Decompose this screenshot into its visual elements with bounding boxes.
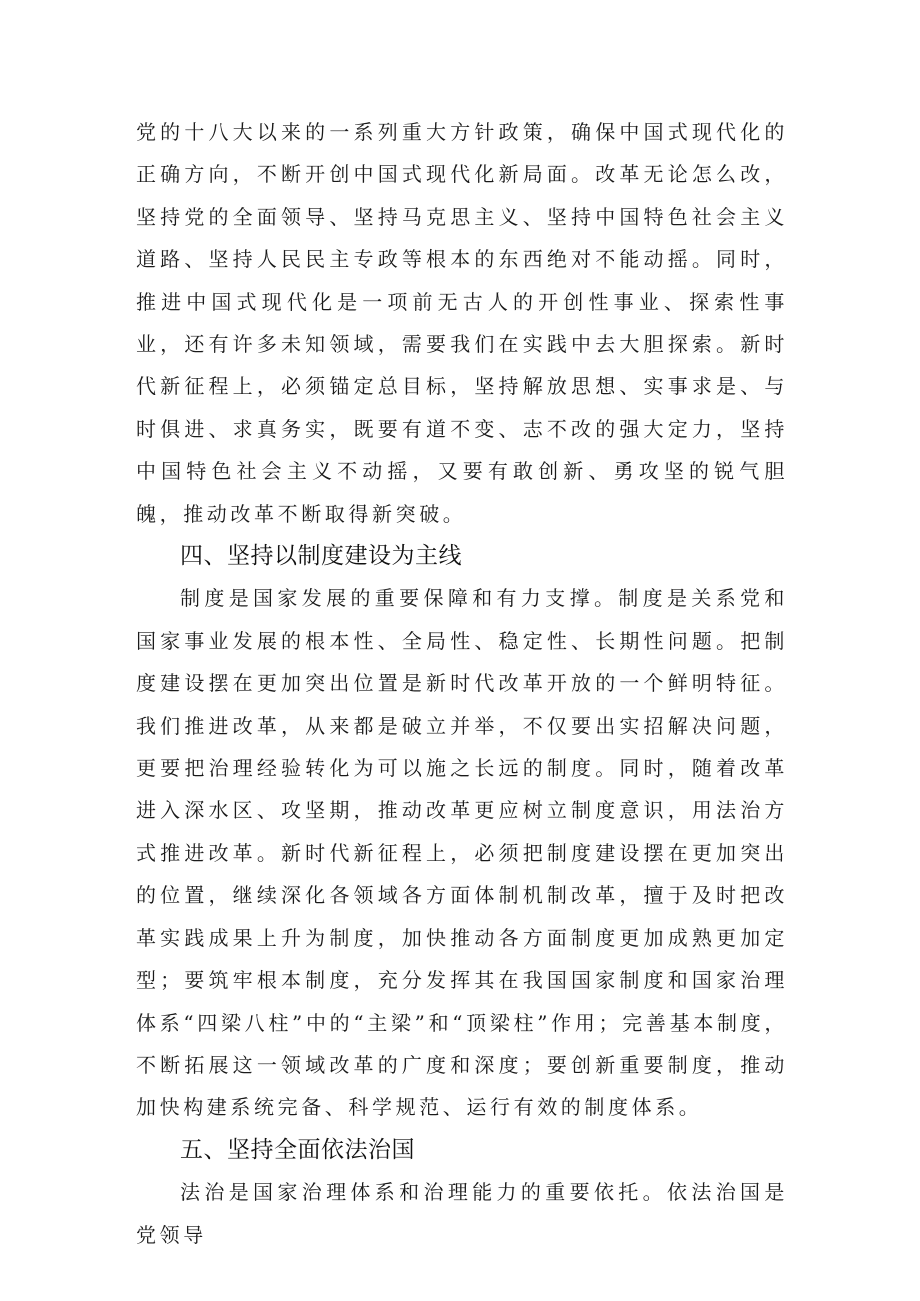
paragraph-rule-of-law: 法治是国家治理体系和治理能力的重要依托。依法治国是党领导 bbox=[136, 1180, 788, 1247]
paragraph-continuation: 党的十八大以来的一系列重大方针政策，确保中国式现代化的正确方向，不断开创中国式现代化新局面。改革无论怎么改，坚持党的全面领导、坚持马克思主义、坚持中国特色社会主义道路、坚持人民民主专政等根本的东西绝对不能动摇。同时，推进中国式现代化是一项前无古人的开创性事业、探索性事业，还有许多未知领域，需要我们在实践中去大胆探索。新时代新征程上，必须锚定总目标，坚持解放思想、实事求是、与时俱进、求真务实，既要有道不变、志不改的强大定力，坚持中国特色社会主义不动摇，又要有敢创新、勇攻坚的锐气胆魄，推动改革不断取得新突破。 bbox=[136, 120, 788, 526]
section-heading-4: 四、坚持以制度建设为主线 bbox=[180, 543, 462, 570]
document-body bbox=[136, 111, 788, 1256]
section-heading-5: 五、坚持全面依法治国 bbox=[180, 1136, 415, 1163]
paragraph-institution-building: 制度是国家发展的重要保障和有力支撑。制度是关系党和国家事业发展的根本性、全局性、稳定性、长期性问题。把制度建设摆在更加突出位置是新时代改革开放的一个鲜明特征。我们推进改革，从来都是破立并举，不仅要出实招解决问题，更要把治理经验转化为可以施之长远的制度。同时，随着改革进入深水区、攻坚期，推动改革更应树立制度意识，用法治方式推进改革。新时代新征程上，必须把制度建设摆在更加突出的位置，继续深化各领域各方面体制机制改革，擅于及时把改革实践成果上升为制度，加快推动各方面制度更加成熟更加定型；要筑牢根本制度，充分发挥其在我国国家制度和国家治理体系“四梁八柱”中的“主梁”和“顶梁柱”作用；完善基本制度，不断拓展这一领域改革的广度和深度；要创新重要制度，推动加快构建系统完备、科学规范、运行有效的制度体系。 bbox=[136, 586, 788, 1120]
